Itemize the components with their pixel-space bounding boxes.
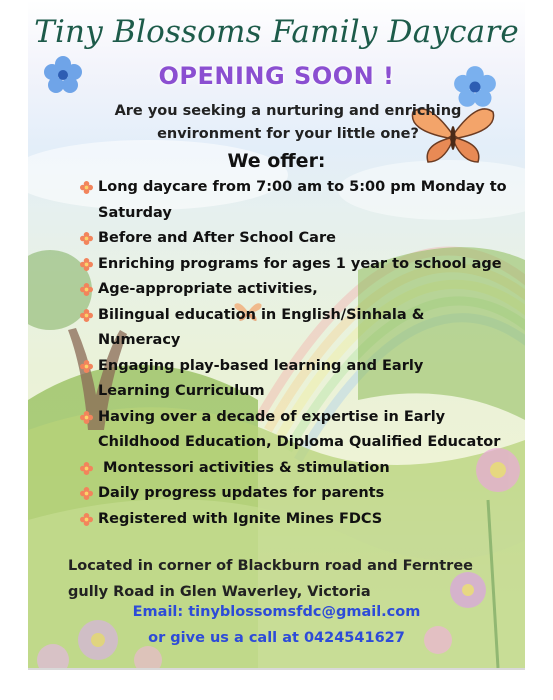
flower-bullet-icon bbox=[80, 283, 93, 296]
flower-bullet-icon bbox=[80, 487, 93, 500]
offer-item bbox=[78, 456, 523, 482]
offer-item-continued bbox=[78, 379, 523, 405]
poster-bottom-border bbox=[28, 668, 525, 670]
offer-item bbox=[78, 481, 523, 507]
intro-question: Are you seeking a nurturing and enriching environment for your little one? bbox=[114, 103, 462, 142]
offer-item-continued bbox=[78, 430, 523, 456]
opening-headline: OPENING SOON ! bbox=[158, 62, 395, 90]
offer-text: Before and After School Care bbox=[98, 230, 336, 246]
offer-text: Daily progress updates for parents bbox=[98, 485, 385, 501]
offer-text: Montessori activities & stimulation bbox=[98, 459, 390, 476]
offer-item bbox=[78, 277, 523, 303]
offer-item bbox=[78, 175, 523, 201]
offer-text: Saturday bbox=[98, 204, 172, 221]
flower-bullet-icon bbox=[80, 411, 93, 424]
offer-item bbox=[78, 303, 523, 329]
poster-title: Tiny Blossoms Family Daycare bbox=[34, 14, 519, 50]
offer-text: Bilingual education in English/Sinhala & bbox=[98, 306, 425, 323]
offer-text: Having over a decade of expertise in Early bbox=[98, 408, 446, 425]
offer-item bbox=[78, 405, 523, 431]
flower-bullet-icon bbox=[80, 309, 93, 322]
offer-text: Engaging play-based learning and Early bbox=[98, 357, 424, 374]
email-line: Email: tinyblossomsfdc@gmail.com bbox=[132, 604, 421, 620]
flower-bullet-icon bbox=[80, 360, 93, 373]
offer-item-continued bbox=[78, 201, 523, 227]
offer-text: Numeracy bbox=[98, 332, 181, 348]
flower-bullet-icon bbox=[80, 258, 93, 271]
offer-item bbox=[78, 252, 523, 278]
offer-text: Childhood Education, Diploma Qualified Educator bbox=[98, 434, 501, 450]
flower-bullet-icon bbox=[80, 462, 93, 475]
offer-text: Registered with Ignite Mines FDCS bbox=[98, 510, 383, 527]
daycare-poster bbox=[28, 0, 525, 668]
flower-bullet-icon bbox=[80, 232, 93, 245]
flower-bullet-icon bbox=[80, 513, 93, 526]
flower-bullet-icon bbox=[80, 181, 93, 194]
offer-text: Learning Curriculum bbox=[98, 383, 265, 399]
offer-heading: We offer: bbox=[227, 150, 326, 172]
offer-item bbox=[78, 226, 523, 252]
phone-line: or give us a call at 0424541627 bbox=[148, 630, 405, 646]
offer-item bbox=[78, 354, 523, 380]
offer-item bbox=[78, 507, 523, 533]
offer-item-continued bbox=[78, 328, 523, 354]
location-text: Located in corner of Blackburn road and Ferntree gully Road in Glen Waverley, Victoria bbox=[68, 558, 474, 600]
offer-text: Age-appropriate activities, bbox=[98, 281, 318, 297]
offer-text: Long daycare from 7:00 am to 5:00 pm Monday to bbox=[98, 179, 507, 195]
offer-text: Enriching programs for ages 1 year to school age bbox=[98, 255, 502, 272]
offer-list bbox=[78, 175, 523, 532]
